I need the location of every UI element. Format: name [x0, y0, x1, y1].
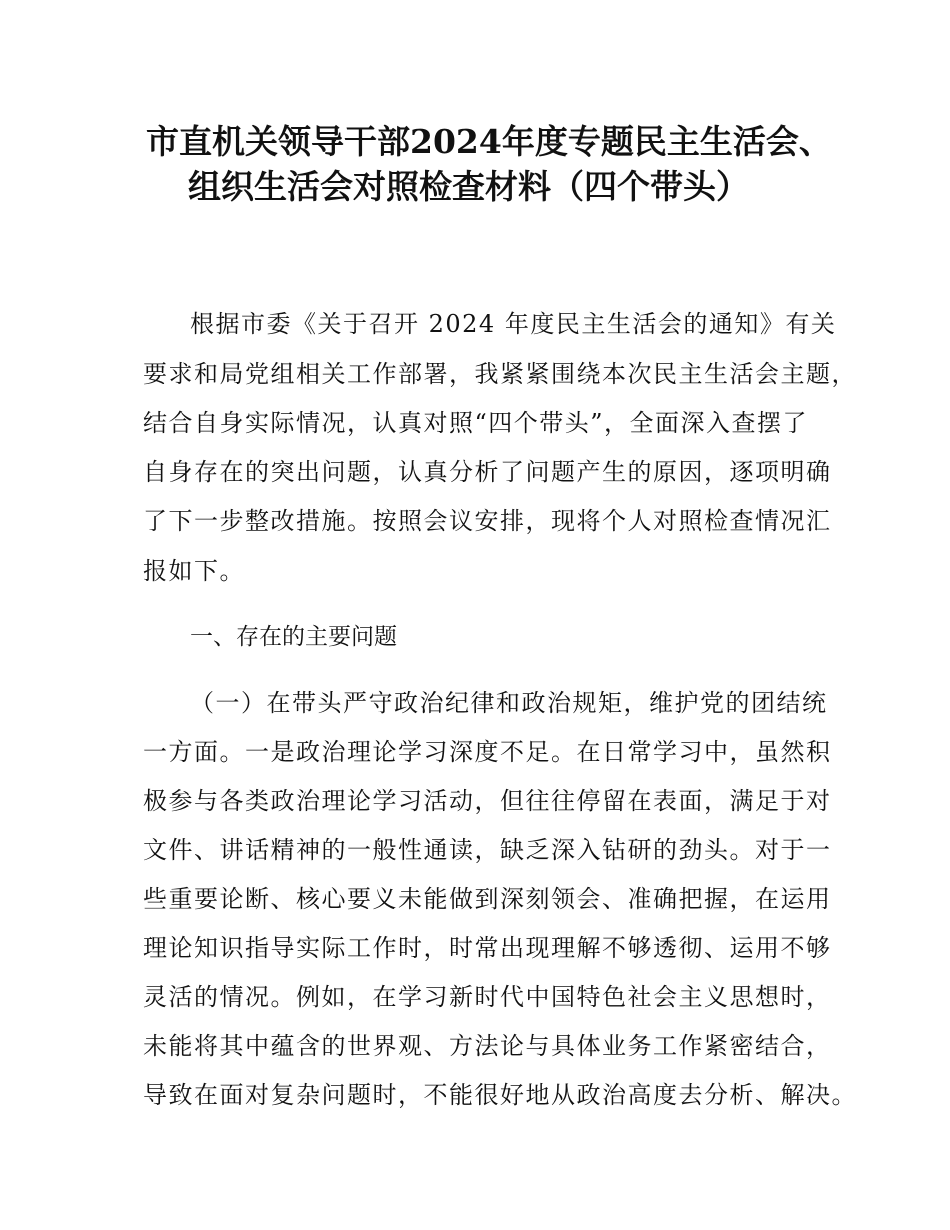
- intro-paragraph-line: 结合自身实际情况，认真对照“四个带头”，全面深入查摆了: [143, 409, 809, 437]
- section-paragraph-line: 导致在面对复杂问题时，不能很好地从政治高度去分析、解决。: [143, 1081, 857, 1109]
- intro-paragraph-line: 了下一步整改措施。按照会议安排，现将个人对照检查情况汇: [143, 507, 832, 535]
- document-title-line-2: 组织生活会对照检查材料（四个带头）: [188, 167, 749, 206]
- section-paragraph-line: 灵活的情况。例如，在学习新时代中国特色社会主义思想时，: [143, 983, 832, 1011]
- section-heading: 一、存在的主要问题: [190, 624, 397, 650]
- section-paragraph-line: （一）在带头严守政治纪律和政治规矩，维护党的团结统: [190, 689, 828, 717]
- section-paragraph-line: 未能将其中蕴含的世界观、方法论与具体业务工作紧密结合，: [143, 1032, 832, 1060]
- section-paragraph-line: 一方面。一是政治理论学习深度不足。在日常学习中，虽然积: [143, 738, 832, 766]
- intro-paragraph-line: 报如下。: [143, 557, 245, 585]
- section-paragraph-line: 理论知识指导实际工作时，时常出现理解不够透彻、运用不够: [143, 934, 832, 962]
- section-paragraph-line: 文件、讲话精神的一般性通读，缺乏深入钻研的劲头。对于一: [143, 836, 832, 864]
- section-paragraph-line: 些重要论断、核心要义未能做到深刻领会、准确把握，在运用: [143, 885, 832, 913]
- section-paragraph-line: 极参与各类政治理论学习活动，但往往停留在表面，满足于对: [143, 787, 832, 815]
- intro-paragraph-line: 根据市委《关于召开 2024 年度民主生活会的通知》有关: [190, 310, 837, 338]
- intro-paragraph-line: 要求和局党组相关工作部署，我紧紧围绕本次民主生活会主题，: [143, 360, 857, 388]
- document-title-line-1: 市直机关领导干部2024年度专题民主生活会、: [146, 122, 832, 161]
- intro-paragraph-line: 自身存在的突出问题，认真分析了问题产生的原因，逐项明确: [143, 458, 832, 486]
